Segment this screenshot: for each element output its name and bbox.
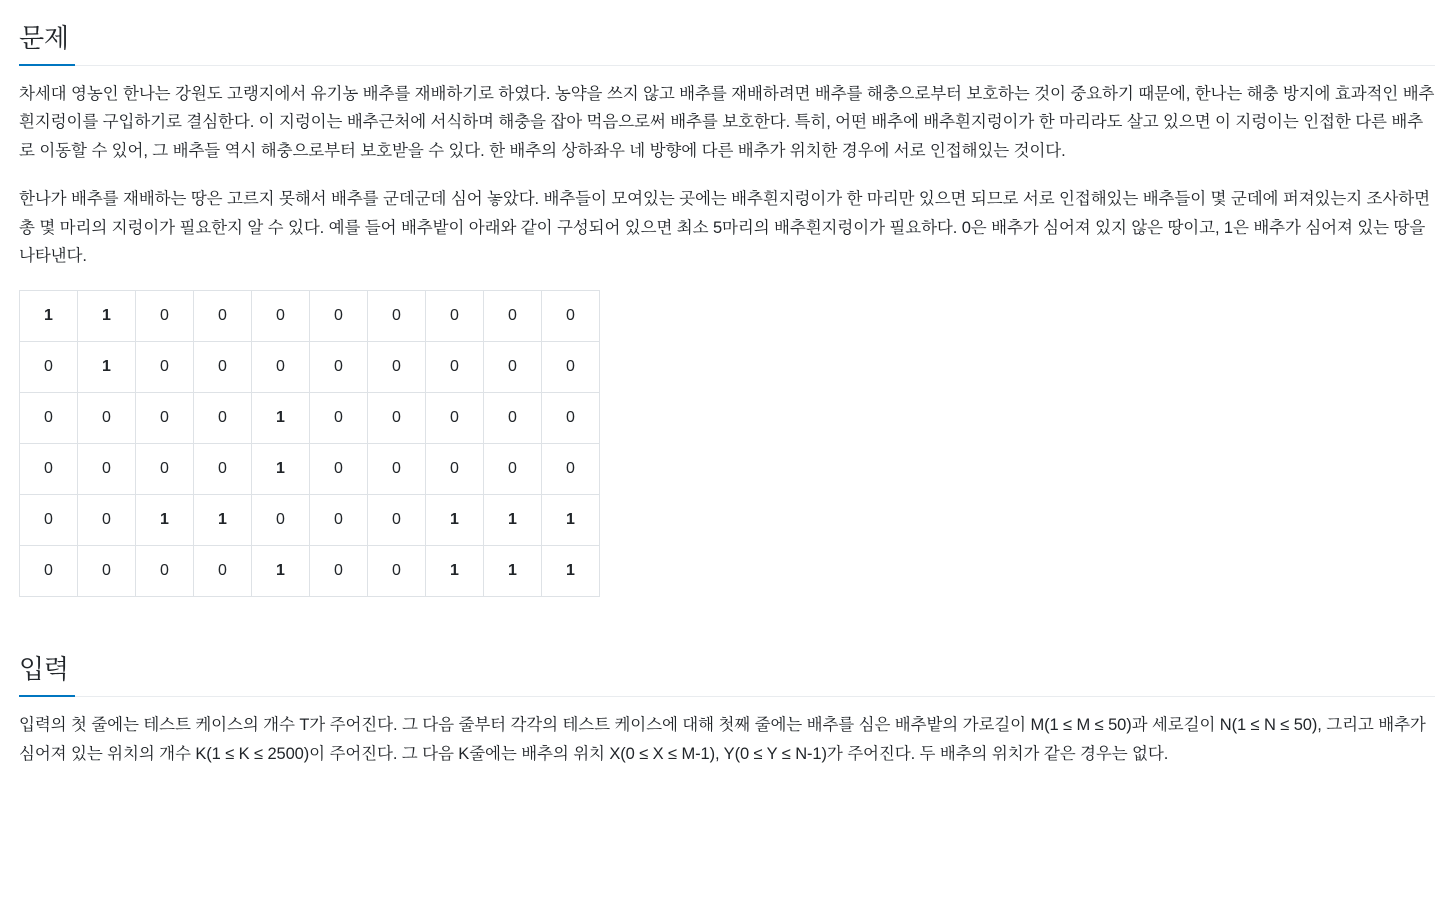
grid-cell: 0 <box>194 546 252 597</box>
grid-cell: 0 <box>78 393 136 444</box>
grid-cell: 0 <box>484 342 542 393</box>
grid-cell: 0 <box>542 393 600 444</box>
grid-cell: 1 <box>426 546 484 597</box>
grid-cell: 1 <box>78 291 136 342</box>
section-heading-problem: 문제 <box>19 6 1435 66</box>
grid-cell: 1 <box>136 495 194 546</box>
input-paragraph-1: 입력의 첫 줄에는 테스트 케이스의 개수 T가 주어진다. 그 다음 줄부터 각각의 테스트 케이스에 대해 첫째 줄에는 배추를 심은 배추밭의 가로길이 M(1 ≤ M ≤ 50)과 세로길이 N(1 ≤ N ≤ 50), 그리고 배추가 심어져 있는 위치의 개수 K(1 ≤ K ≤ 2500)이 주어진다. 그 다음 K줄에는 배추의 위치 X(0 ≤ X ≤ M-1), Y(0 ≤ Y ≤ N-1)가 주어진다. 두 배추의 위치가 같은 경우는 없다. <box>19 716 1426 763</box>
grid-cell: 0 <box>78 495 136 546</box>
grid-cell: 0 <box>78 546 136 597</box>
grid-cell: 0 <box>368 546 426 597</box>
problem-description <box>19 66 1435 270</box>
grid-cell: 0 <box>310 495 368 546</box>
grid-cell: 1 <box>194 495 252 546</box>
grid-cell: 0 <box>194 444 252 495</box>
grid-cell: 0 <box>194 393 252 444</box>
table-row <box>20 495 600 546</box>
cabbage-field-grid <box>19 290 600 597</box>
grid-cell: 0 <box>426 444 484 495</box>
grid-cell: 1 <box>78 342 136 393</box>
grid-cell: 0 <box>252 342 310 393</box>
cabbage-field-grid-wrapper <box>19 290 1435 597</box>
grid-cell: 1 <box>252 546 310 597</box>
grid-cell: 0 <box>252 495 310 546</box>
grid-cell: 1 <box>542 495 600 546</box>
grid-cell: 0 <box>136 342 194 393</box>
grid-cell: 0 <box>78 444 136 495</box>
grid-cell: 0 <box>310 393 368 444</box>
grid-cell: 0 <box>542 342 600 393</box>
grid-cell: 0 <box>484 393 542 444</box>
section-heading-input: 입력 <box>19 637 1435 697</box>
input-description <box>19 697 1435 768</box>
grid-cell: 0 <box>426 291 484 342</box>
grid-cell: 0 <box>484 291 542 342</box>
grid-cell: 0 <box>20 546 78 597</box>
grid-cell: 0 <box>310 444 368 495</box>
grid-cell: 0 <box>542 444 600 495</box>
table-row <box>20 546 600 597</box>
grid-cell: 0 <box>310 291 368 342</box>
problem-paragraph-1: 차세대 영농인 한나는 강원도 고랭지에서 유기농 배추를 재배하기로 하였다. 농약을 쓰지 않고 배추를 재배하려면 배추를 해충으로부터 보호하는 것이 중요하기 때문에, 한나는 해충 방지에 효과적인 배추흰지렁이를 구입하기로 결심한다. 이 지렁이는 배추근처에 서식하며 해충을 잡아 먹음으로써 배추를 보호한다. 특히, 어떤 배추에 배추흰지렁이가 한 마리라도 살고 있으면 이 지렁이는 인접한 다른 배추로 이동할 수 있어, 그 배추들 역시 해충으로부터 보호받을 수 있다. 한 배추의 상하좌우 네 방향에 다른 배추가 위치한 경우에 서로 인접해있는 것이다. <box>19 85 1435 160</box>
table-row <box>20 342 600 393</box>
grid-cell: 1 <box>20 291 78 342</box>
grid-cell: 0 <box>368 495 426 546</box>
grid-cell: 0 <box>20 495 78 546</box>
grid-cell: 0 <box>426 342 484 393</box>
grid-cell: 0 <box>368 291 426 342</box>
grid-cell: 0 <box>426 393 484 444</box>
grid-cell: 0 <box>252 291 310 342</box>
problem-paragraph-2: 한나가 배추를 재배하는 땅은 고르지 못해서 배추를 군데군데 심어 놓았다. 배추들이 모여있는 곳에는 배추흰지렁이가 한 마리만 있으면 되므로 서로 인접해있는 배추들이 몇 군데에 퍼져있는지 조사하면 총 몇 마리의 지렁이가 필요한지 알 수 있다. 예를 들어 배추밭이 아래와 같이 구성되어 있으면 최소 5마리의 배추흰지렁이가 필요하다. 0은 배추가 심어져 있지 않은 땅이고, 1은 배추가 심어져 있는 땅을 나타낸다. <box>19 190 1430 265</box>
grid-cell: 1 <box>542 546 600 597</box>
grid-cell: 0 <box>20 342 78 393</box>
grid-cell: 0 <box>542 291 600 342</box>
grid-cell: 1 <box>484 546 542 597</box>
grid-cell: 1 <box>252 444 310 495</box>
grid-cell: 0 <box>136 291 194 342</box>
grid-cell: 0 <box>368 444 426 495</box>
grid-cell: 1 <box>426 495 484 546</box>
grid-cell: 0 <box>310 342 368 393</box>
grid-cell: 0 <box>20 393 78 444</box>
grid-cell: 0 <box>136 444 194 495</box>
table-row <box>20 393 600 444</box>
grid-cell: 0 <box>194 291 252 342</box>
grid-cell: 0 <box>194 342 252 393</box>
grid-cell: 0 <box>136 546 194 597</box>
grid-cell: 0 <box>136 393 194 444</box>
grid-cell: 0 <box>20 444 78 495</box>
table-row <box>20 291 600 342</box>
grid-cell: 0 <box>310 546 368 597</box>
problem-page <box>19 6 1435 790</box>
grid-cell: 0 <box>368 393 426 444</box>
grid-cell: 0 <box>368 342 426 393</box>
grid-cell: 1 <box>252 393 310 444</box>
table-row <box>20 444 600 495</box>
grid-cell: 0 <box>484 444 542 495</box>
grid-cell: 1 <box>484 495 542 546</box>
